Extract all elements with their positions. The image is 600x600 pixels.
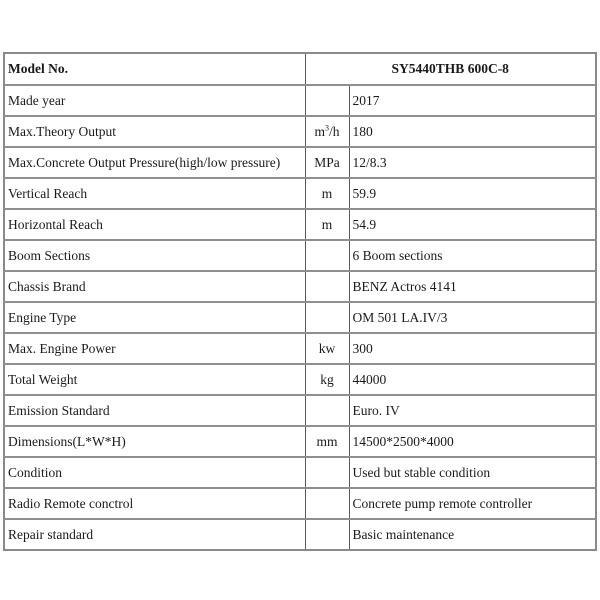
- row-label: Emission Standard: [4, 395, 305, 426]
- row-unit: kg: [305, 364, 349, 395]
- table-row: [4, 178, 596, 209]
- row-unit: mm: [305, 426, 349, 457]
- row-unit: m: [305, 178, 349, 209]
- row-value: Basic maintenance: [349, 519, 596, 550]
- table-row: [4, 488, 596, 519]
- table-row: [4, 364, 596, 395]
- row-label: Boom Sections: [4, 240, 305, 271]
- row-unit: [305, 519, 349, 550]
- row-unit: kw: [305, 333, 349, 364]
- row-label: Engine Type: [4, 302, 305, 333]
- row-unit: [305, 488, 349, 519]
- row-label: Total Weight: [4, 364, 305, 395]
- table-row: [4, 395, 596, 426]
- row-label: Max.Concrete Output Pressure(high/low pressure): [4, 147, 305, 178]
- row-value: 300: [349, 333, 596, 364]
- row-label: Condition: [4, 457, 305, 488]
- row-value: 14500*2500*4000: [349, 426, 596, 457]
- row-unit: [305, 85, 349, 116]
- row-value: Concrete pump remote controller: [349, 488, 596, 519]
- row-label: Horizontal Reach: [4, 209, 305, 240]
- row-unit: [305, 116, 349, 147]
- row-unit: [305, 302, 349, 333]
- row-label: Repair standard: [4, 519, 305, 550]
- table-row: [4, 116, 596, 147]
- row-value: Used but stable condition: [349, 457, 596, 488]
- table-row: [4, 333, 596, 364]
- row-label: Radio Remote conctrol: [4, 488, 305, 519]
- row-value: OM 501 LA.IV/3: [349, 302, 596, 333]
- row-unit: [305, 240, 349, 271]
- model-label: Model No.: [4, 53, 305, 85]
- unit-rest: /h: [329, 123, 340, 139]
- row-value: 180: [349, 116, 596, 147]
- row-value: 2017: [349, 85, 596, 116]
- table-row: [4, 457, 596, 488]
- row-value: 12/8.3: [349, 147, 596, 178]
- header-row: [4, 53, 596, 85]
- table-row: [4, 147, 596, 178]
- table-row: [4, 271, 596, 302]
- row-label: Chassis Brand: [4, 271, 305, 302]
- unit-base: m: [314, 123, 325, 139]
- row-label: Max. Engine Power: [4, 333, 305, 364]
- row-label: Vertical Reach: [4, 178, 305, 209]
- row-label: Max.Theory Output: [4, 116, 305, 147]
- row-label: Made year: [4, 85, 305, 116]
- row-label: Dimensions(L*W*H): [4, 426, 305, 457]
- row-value: 54.9: [349, 209, 596, 240]
- table-row: [4, 85, 596, 116]
- table-row: [4, 302, 596, 333]
- unit-superscript: 3: [325, 123, 329, 132]
- row-value: 44000: [349, 364, 596, 395]
- row-unit: MPa: [305, 147, 349, 178]
- row-value: 6 Boom sections: [349, 240, 596, 271]
- table-row: [4, 240, 596, 271]
- row-unit: m: [305, 209, 349, 240]
- table-row: [4, 519, 596, 550]
- row-unit: [305, 271, 349, 302]
- model-value: SY5440THB 600C-8: [305, 53, 596, 85]
- row-value: 59.9: [349, 178, 596, 209]
- row-value: BENZ Actros 4141: [349, 271, 596, 302]
- row-value: Euro. IV: [349, 395, 596, 426]
- spec-table: [3, 52, 597, 551]
- table-row: [4, 426, 596, 457]
- table-row: [4, 209, 596, 240]
- row-unit: [305, 395, 349, 426]
- row-unit: [305, 457, 349, 488]
